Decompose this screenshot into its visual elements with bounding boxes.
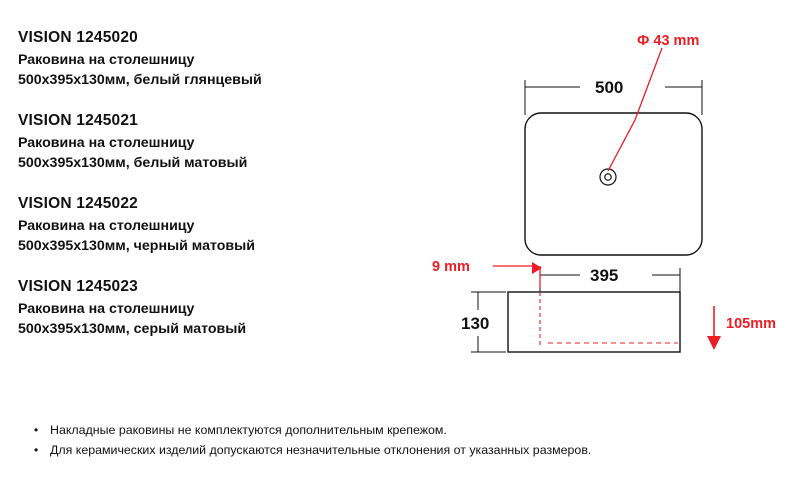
product-title: VISION 1245023	[18, 278, 138, 295]
product-description-line-2: 500x395x130мм, черный матовый	[18, 238, 255, 254]
product-description-line-2: 500x395x130мм, серый матовый	[18, 321, 247, 337]
product-item	[18, 28, 418, 90]
product-description-line-1: Раковина на столешницу	[18, 135, 195, 151]
product-item	[18, 194, 418, 256]
basin-top-outline	[525, 113, 702, 255]
bullet-icon: •	[34, 443, 39, 457]
label-overflow-height: 105mm	[726, 316, 776, 332]
technical-drawing	[430, 0, 800, 479]
product-description-line-1: Раковина на столешницу	[18, 218, 195, 234]
product-item	[18, 111, 418, 173]
label-rim-offset: 9 mm	[432, 259, 470, 275]
product-description-line-1: Раковина на столешницу	[18, 301, 195, 317]
label-height: 130	[461, 314, 490, 333]
product-description-line-1: Раковина на столешницу	[18, 52, 195, 68]
product-title: VISION 1245021	[18, 112, 138, 129]
product-title: VISION 1245022	[18, 195, 138, 212]
label-depth: 395	[590, 266, 619, 285]
label-drain-diameter: Ф 43 mm	[637, 33, 700, 49]
product-description-line-2: 500x395x130мм, белый матовый	[18, 155, 248, 171]
product-description-line-2: 500x395x130мм, белый глянцевый	[18, 72, 262, 88]
product-title: VISION 1245020	[18, 29, 138, 46]
arrowhead-overflow-height	[707, 336, 721, 350]
bullet-icon: •	[34, 423, 39, 437]
product-list	[18, 28, 418, 360]
footnote-text: Накладные раковины не комплектуются дополнительным крепежом.	[50, 423, 447, 437]
product-item	[18, 277, 418, 339]
label-top-width: 500	[595, 78, 624, 97]
footnote-text: Для керамических изделий допускаются незначительные отклонения от указанных размеров.	[50, 443, 592, 457]
